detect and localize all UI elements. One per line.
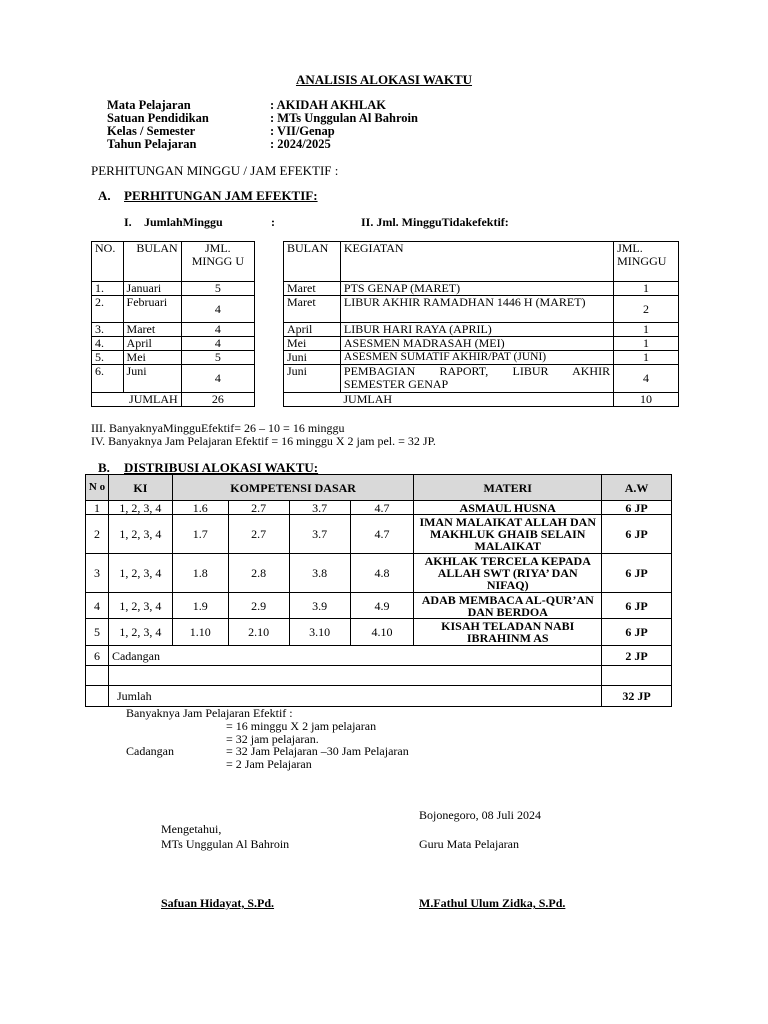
empty-cell bbox=[86, 666, 109, 686]
cadangan-aw: 2 JP bbox=[602, 646, 672, 666]
row-materi: ASMAUL HUSNA bbox=[414, 501, 602, 515]
table-row bbox=[92, 296, 255, 323]
row-no: 6 bbox=[86, 646, 109, 666]
school-name: MTs Unggulan Al Bahroin bbox=[161, 837, 290, 851]
empty-row bbox=[86, 666, 672, 686]
acknowledged-label: Mengetahui, bbox=[161, 822, 222, 836]
header-bulan: BULAN bbox=[123, 242, 181, 282]
table-row bbox=[86, 619, 672, 646]
weeks-table-total bbox=[92, 393, 255, 407]
table-row bbox=[284, 351, 679, 365]
sub1-colon: : bbox=[271, 215, 275, 229]
header-kegiatan: KEGIATAN bbox=[340, 242, 613, 282]
row-ki: 1, 2, 3, 4 bbox=[108, 619, 172, 646]
row-ki: 1, 2, 3, 4 bbox=[108, 554, 172, 593]
row-jml: 4 bbox=[614, 365, 679, 393]
summary-label: Banyaknya Jam Pelajaran Efektif : bbox=[126, 706, 293, 720]
row-aw: 6 JP bbox=[602, 515, 672, 554]
row-no: 3 bbox=[86, 554, 109, 593]
row-jml: 5 bbox=[181, 351, 254, 365]
info-value-tahun-pelajaran: : 2024/2025 bbox=[270, 137, 331, 151]
summary-label-cadangan: Cadangan bbox=[126, 744, 174, 758]
table-row bbox=[92, 323, 255, 337]
header-kompetensi-dasar: KOMPETENSI DASAR bbox=[172, 475, 414, 501]
table-row bbox=[92, 337, 255, 351]
row-bulan: Maret bbox=[284, 282, 341, 296]
sub1-marker: I. bbox=[124, 215, 132, 229]
row-kd: 1.8 bbox=[172, 554, 228, 593]
row-ki: 1, 2, 3, 4 bbox=[108, 593, 172, 619]
teacher-role: Guru Mata Pelajaran bbox=[419, 837, 519, 851]
row-no: 4 bbox=[86, 593, 109, 619]
row-bulan: Januari bbox=[123, 282, 181, 296]
row-kd: 2.7 bbox=[228, 501, 289, 515]
non-effective-weeks-table bbox=[283, 241, 679, 407]
row-bulan: Juni bbox=[123, 365, 181, 393]
row-kd: 4.10 bbox=[350, 619, 414, 646]
row-no: 4. bbox=[92, 337, 124, 351]
intro-text: PERHITUNGAN MINGGU / JAM EFEKTIF : bbox=[91, 163, 339, 178]
row-kd: 2.7 bbox=[228, 515, 289, 554]
row-bulan: Februari bbox=[123, 296, 181, 323]
table-row bbox=[86, 554, 672, 593]
row-materi: KISAH TELADAN NABI IBRAHINM AS bbox=[414, 619, 602, 646]
summary-value: = 32 jam pelajaran. bbox=[226, 732, 319, 746]
non-effective-table-total bbox=[284, 393, 679, 407]
info-value-mata-pelajaran: : AKIDAH AKHLAK bbox=[270, 98, 386, 112]
header-ki: KI bbox=[108, 475, 172, 501]
info-label-mata-pelajaran: Mata Pelajaran bbox=[107, 98, 191, 112]
sub1-label: JumlahMinggu bbox=[144, 215, 223, 229]
info-value-kelas-semester: : VII/Genap bbox=[270, 124, 335, 138]
teacher-name: M.Fathul Ulum Zidka, S.Pd. bbox=[419, 896, 566, 910]
row-no: 6. bbox=[92, 365, 124, 393]
table-row bbox=[284, 365, 679, 393]
table-row bbox=[284, 296, 679, 323]
cadangan-row bbox=[86, 646, 672, 666]
row-bulan: Maret bbox=[123, 323, 181, 337]
header-no: NO. bbox=[92, 242, 124, 282]
section-b-title: DISTRIBUSI ALOKASI WAKTU: bbox=[124, 460, 319, 475]
header-bulan: BULAN bbox=[284, 242, 341, 282]
section-a-title: PERHITUNGAN JAM EFEKTIF: bbox=[124, 188, 318, 203]
row-ki: 1, 2, 3, 4 bbox=[108, 501, 172, 515]
total-spacer bbox=[284, 393, 341, 407]
row-bulan: April bbox=[123, 337, 181, 351]
row-kd: 4.8 bbox=[350, 554, 414, 593]
table-row bbox=[92, 365, 255, 393]
row-jml: 1 bbox=[614, 323, 679, 337]
row-no: 3. bbox=[92, 323, 124, 337]
row-kd: 2.8 bbox=[228, 554, 289, 593]
table-row bbox=[86, 593, 672, 619]
row-jml: 1 bbox=[614, 282, 679, 296]
row-kegiatan: ASESMEN MADRASAH (MEI) bbox=[340, 337, 613, 351]
total-value: 26 bbox=[181, 393, 254, 407]
row-jml: 2 bbox=[614, 296, 679, 323]
row-no: 1. bbox=[92, 282, 124, 296]
row-materi: ADAB MEMBACA AL-QUR’AN DAN BERDOA bbox=[414, 593, 602, 619]
table-row bbox=[284, 337, 679, 351]
jumlah-aw: 32 JP bbox=[602, 686, 672, 707]
cadangan-label: Cadangan bbox=[108, 646, 601, 666]
row-aw: 6 JP bbox=[602, 593, 672, 619]
row-kd: 1.6 bbox=[172, 501, 228, 515]
table-row bbox=[92, 282, 255, 296]
table-row bbox=[92, 351, 255, 365]
row-no: 5. bbox=[92, 351, 124, 365]
info-label-satuan-pendidikan: Satuan Pendidikan bbox=[107, 111, 209, 125]
jumlah-label: Jumlah bbox=[108, 686, 601, 707]
row-bulan: Juni bbox=[284, 365, 341, 393]
row-kd: 4.7 bbox=[350, 515, 414, 554]
row-kegiatan: ASESMEN SUMATIF AKHIR/PAT (JUNI) bbox=[340, 351, 613, 365]
distribution-table-header bbox=[86, 475, 672, 501]
row-kd: 2.9 bbox=[228, 593, 289, 619]
empty-cell bbox=[108, 666, 601, 686]
row-bulan: April bbox=[284, 323, 341, 337]
header-aw: A.W bbox=[602, 475, 672, 501]
row-ki: 1, 2, 3, 4 bbox=[108, 515, 172, 554]
header-no: N o bbox=[86, 475, 109, 501]
row-kegiatan: PEMBAGIAN RAPORT, LIBUR AKHIR SEMESTER GENAP bbox=[340, 365, 613, 393]
empty-cell bbox=[86, 686, 109, 707]
info-value-satuan-pendidikan: : MTs Unggulan Al Bahroin bbox=[270, 111, 418, 125]
row-aw: 6 JP bbox=[602, 554, 672, 593]
document-title: ANALISIS ALOKASI WAKTU bbox=[295, 72, 473, 87]
table-row bbox=[86, 515, 672, 554]
row-jml: 4 bbox=[181, 365, 254, 393]
summary-value: = 16 minggu X 2 jam pelajaran bbox=[226, 719, 377, 733]
row-kd: 3.7 bbox=[289, 515, 350, 554]
header-materi: MATERI bbox=[414, 475, 602, 501]
row-bulan: Maret bbox=[284, 296, 341, 323]
row-kd: 2.10 bbox=[228, 619, 289, 646]
row-no: 2 bbox=[86, 515, 109, 554]
table-row bbox=[86, 501, 672, 515]
jumlah-row bbox=[86, 686, 672, 707]
row-kd: 4.7 bbox=[350, 501, 414, 515]
row-jml: 5 bbox=[181, 282, 254, 296]
header-jml-minggu: JML. MINGGU bbox=[614, 242, 679, 282]
total-value: 10 bbox=[614, 393, 679, 407]
row-no: 5 bbox=[86, 619, 109, 646]
row-kegiatan: PTS GENAP (MARET) bbox=[340, 282, 613, 296]
section-a-marker: A. bbox=[98, 188, 111, 203]
row-jml: 4 bbox=[181, 337, 254, 351]
row-materi: IMAN MALAIKAT ALLAH DAN MAKHLUK GHAIB SELAIN MALAIKAT bbox=[414, 515, 602, 554]
row-jml: 1 bbox=[614, 337, 679, 351]
row-aw: 6 JP bbox=[602, 619, 672, 646]
non-effective-table-header bbox=[284, 242, 679, 282]
table-row bbox=[284, 282, 679, 296]
row-kd: 1.7 bbox=[172, 515, 228, 554]
weeks-table-header bbox=[92, 242, 255, 282]
row-kegiatan: LIBUR AKHIR RAMADHAN 1446 H (MARET) bbox=[340, 296, 613, 323]
section-b-marker: B. bbox=[98, 460, 110, 475]
weeks-table bbox=[91, 241, 255, 407]
summary-value: = 2 Jam Pelajaran bbox=[226, 757, 312, 771]
total-spacer bbox=[92, 393, 124, 407]
calc-effective-weeks: III. BanyaknyaMingguEfektif= 26 – 10 = 16 minggu bbox=[91, 421, 345, 435]
calc-effective-hours: IV. Banyaknya Jam Pelajaran Efektif = 16 minggu X 2 jam pel. = 32 JP. bbox=[91, 434, 436, 448]
row-kd: 1.9 bbox=[172, 593, 228, 619]
row-materi: AKHLAK TERCELA KEPADA ALLAH SWT (RIYA’ DAN NIFAQ) bbox=[414, 554, 602, 593]
row-kegiatan: LIBUR HARI RAYA (APRIL) bbox=[340, 323, 613, 337]
row-kd: 3.8 bbox=[289, 554, 350, 593]
row-jml: 4 bbox=[181, 323, 254, 337]
row-aw: 6 JP bbox=[602, 501, 672, 515]
row-jml: 1 bbox=[614, 351, 679, 365]
empty-cell bbox=[602, 666, 672, 686]
table-row bbox=[284, 323, 679, 337]
row-bulan: Juni bbox=[284, 351, 341, 365]
sub2-label: II. Jml. MingguTidakefektif: bbox=[361, 215, 509, 229]
principal-name: Safuan Hidayat, S.Pd. bbox=[161, 896, 275, 910]
row-kd: 3.10 bbox=[289, 619, 350, 646]
row-kd: 3.9 bbox=[289, 593, 350, 619]
row-kd: 3.7 bbox=[289, 501, 350, 515]
summary-value: = 32 Jam Pelajaran –30 Jam Pelajaran bbox=[226, 744, 409, 758]
row-no: 2. bbox=[92, 296, 124, 323]
row-kd: 1.10 bbox=[172, 619, 228, 646]
place-date: Bojonegoro, 08 Juli 2024 bbox=[419, 808, 541, 822]
row-bulan: Mei bbox=[284, 337, 341, 351]
row-kd: 4.9 bbox=[350, 593, 414, 619]
header-jml-minggu: JML. MINGG U bbox=[181, 242, 254, 282]
row-no: 1 bbox=[86, 501, 109, 515]
row-bulan: Mei bbox=[123, 351, 181, 365]
info-label-kelas-semester: Kelas / Semester bbox=[107, 124, 196, 138]
total-label: JUMLAH bbox=[123, 393, 181, 407]
row-jml: 4 bbox=[181, 296, 254, 323]
total-label: JUMLAH bbox=[340, 393, 613, 407]
info-label-tahun-pelajaran: Tahun Pelajaran bbox=[107, 137, 197, 151]
distribution-table bbox=[85, 474, 672, 707]
